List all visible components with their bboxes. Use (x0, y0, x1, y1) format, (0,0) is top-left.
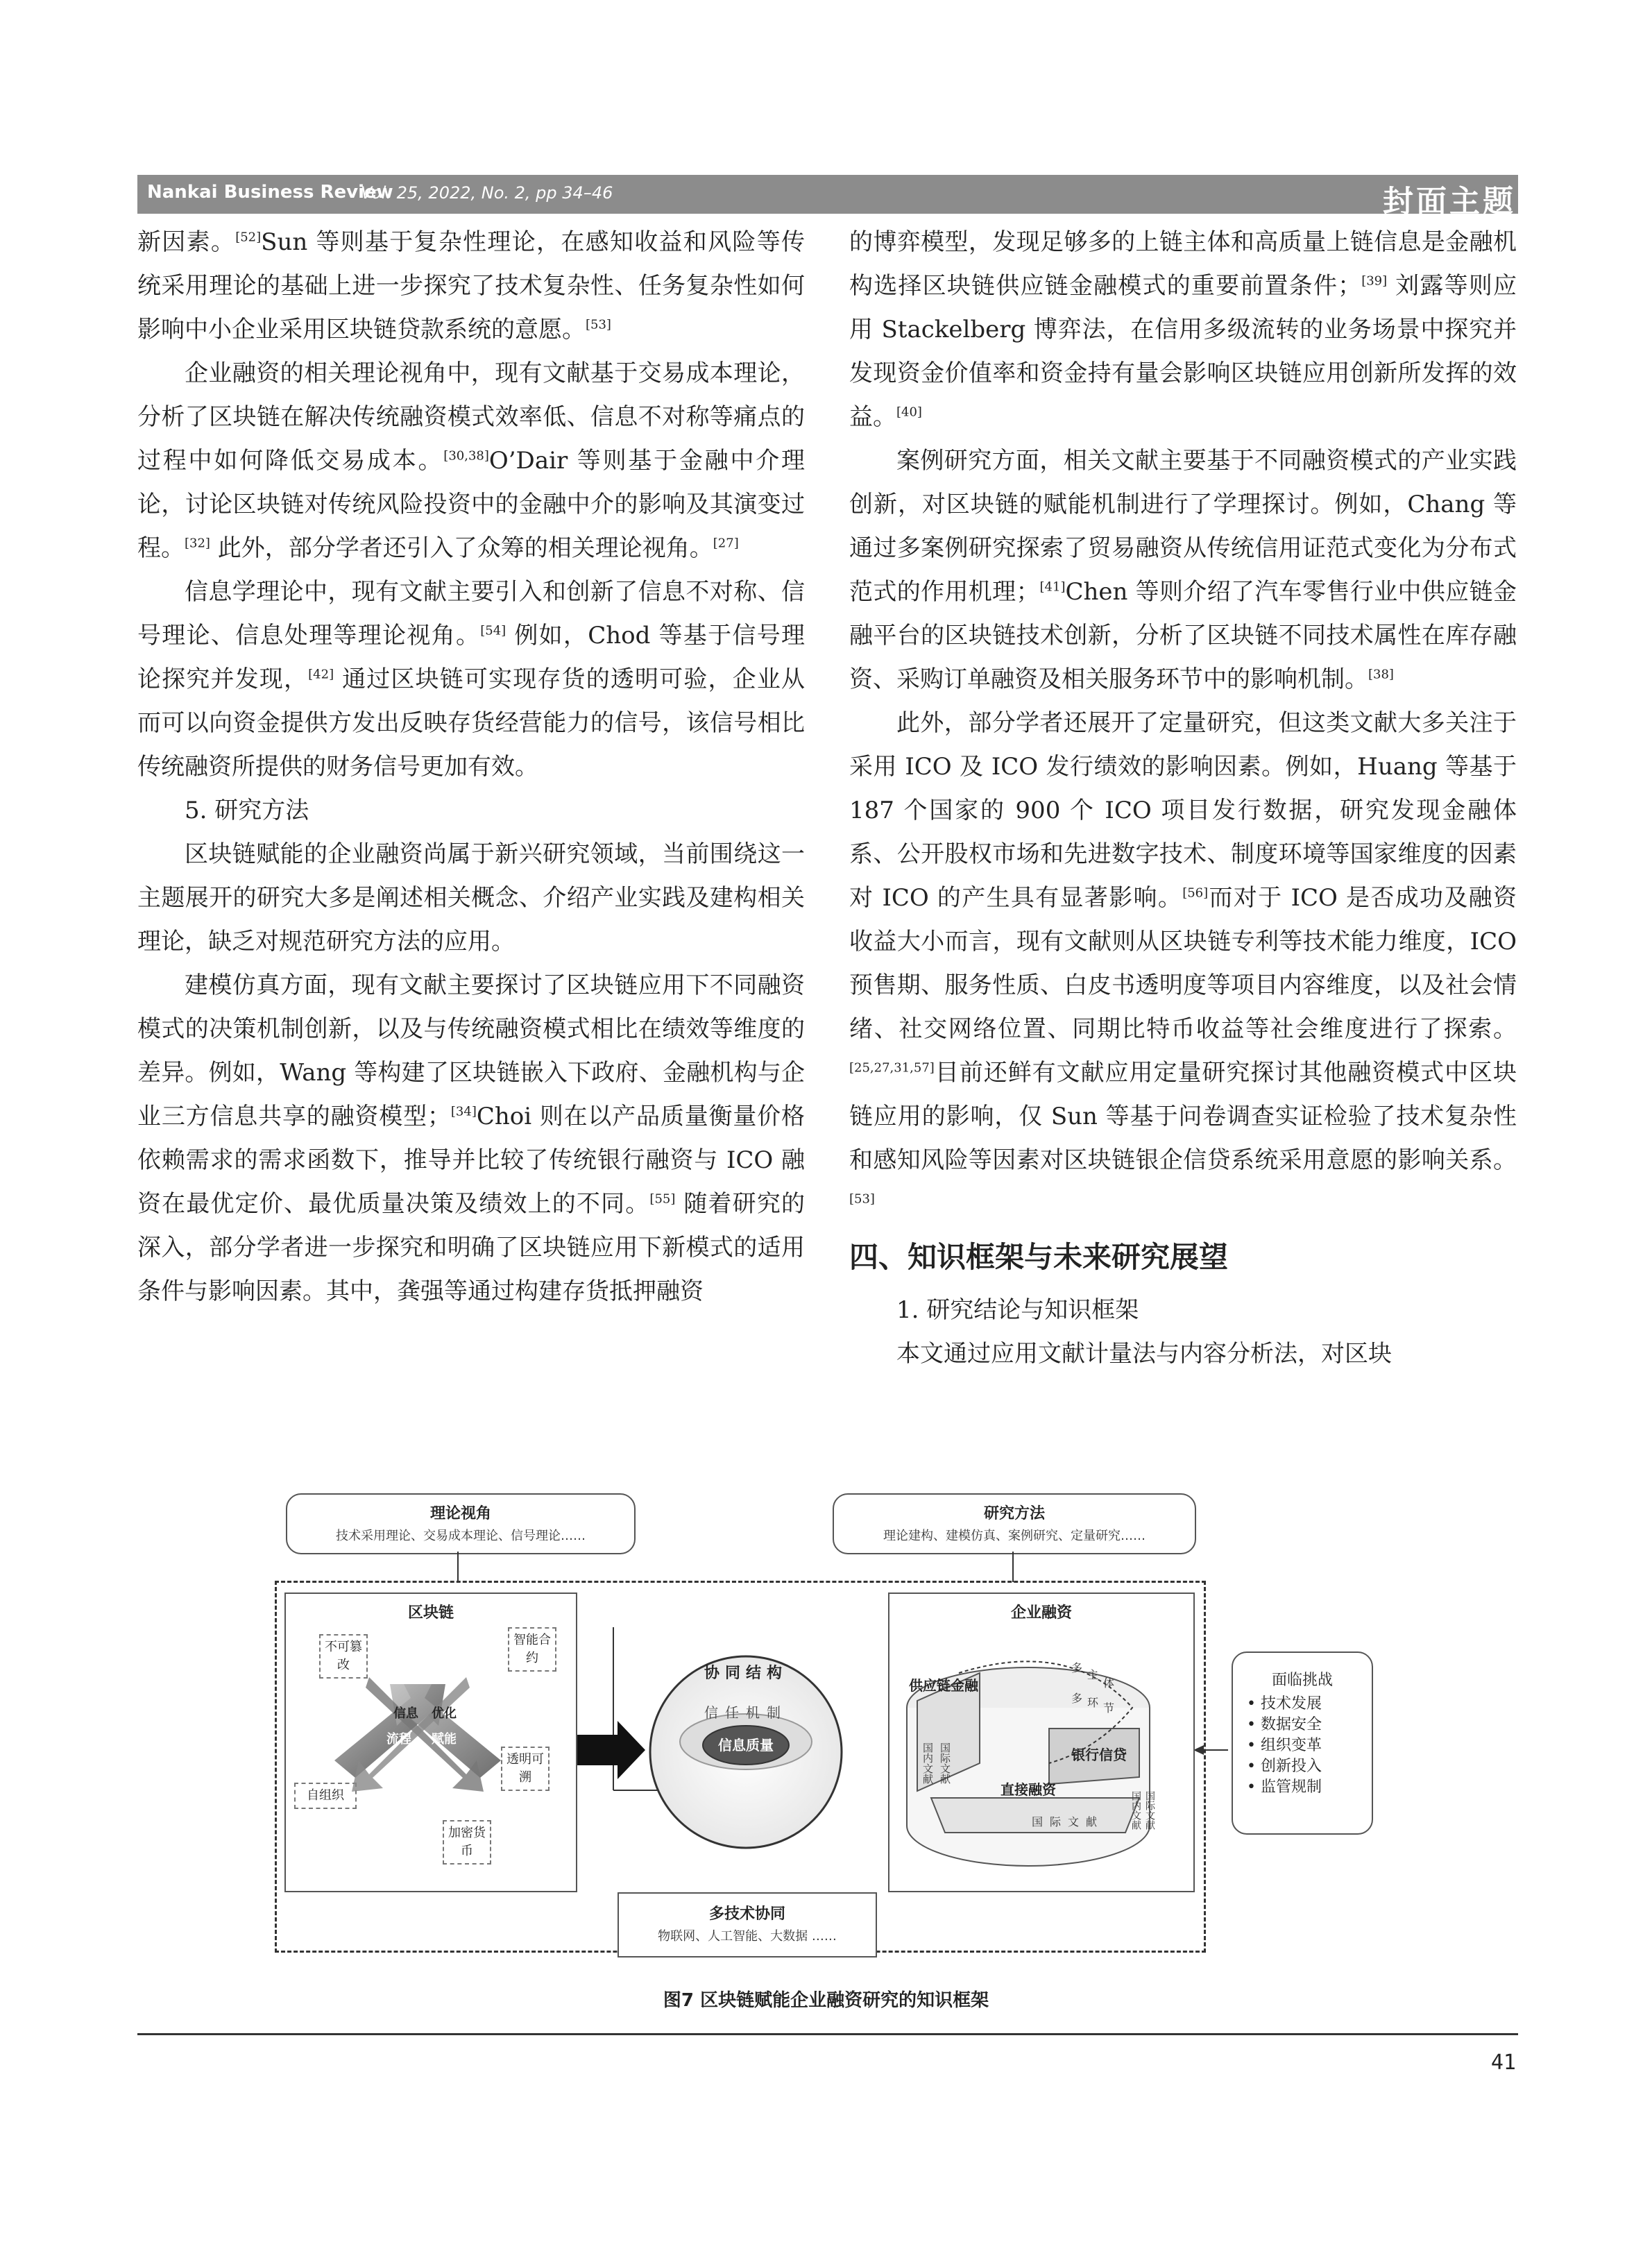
citation[interactable]: [54] (480, 623, 506, 638)
financing-cylinder-icon (889, 1624, 1193, 1888)
paragraph: 企业融资的相关理论视角中，现有文献基于交易成本理论，分析了区块链在解决传统融资模式效率低、信息不对称等痛点的过程中如何降低交易成本。[30,38]O’Dair 等则基于金融中介理论，讨论区块链对传统风险投资中的金融中介的影响及其演变过程。[32] 此外，部分学者还引入了众筹的相关理论视角。[27] (137, 359, 805, 562)
citation[interactable]: [34] (450, 1104, 477, 1119)
paragraph: 新因素。[52]Sun 等则基于复杂性理论，在感知收益和风险等传统采用理论的基础上进一步探究了技术复杂性、任务复杂性如何影响中小企业采用区块链贷款系统的意愿。[53] (137, 228, 805, 343)
svg-text:赋能: 赋能 (432, 1732, 457, 1747)
research-method-box: 研究方法 理论建构、建模仿真、案例研究、定量研究…… (833, 1493, 1196, 1554)
citation[interactable]: [30,38] (443, 448, 489, 464)
svg-text:国内文献: 国内文献 (1130, 1791, 1141, 1830)
citation[interactable]: [53] (586, 317, 611, 332)
svg-text:主: 主 (1087, 1668, 1099, 1681)
tag-smart-contract: 智能合约 (508, 1627, 556, 1672)
svg-text:多: 多 (1071, 1692, 1083, 1705)
enterprise-financing-panel: 企业融资 供应链金融 银行信贷 直接融资 国际文献 国内文献 国际文献 国内文献 国际文献 多 主 体 多 环 节 (888, 1593, 1195, 1892)
svg-text:信任机制: 信任机制 (704, 1704, 787, 1721)
paragraph: 本文通过应用文献计量法与内容分析法，对区块 (896, 1340, 1392, 1368)
subsection-heading: 1. 研究结论与知识框架 (896, 1296, 1139, 1324)
citation[interactable]: [56] (1182, 885, 1209, 901)
citation[interactable]: [40] (896, 405, 922, 420)
svg-text:信息质量: 信息质量 (718, 1737, 774, 1753)
paragraph: 此外，部分学者还展开了定量研究，但这类文献大多关注于采用 ICO 及 ICO 发行绩效的影响因素。例如，Huang 等基于 187 个国家的 900 个 ICO 项目发行数据，研究发现金融体系、公开股权市场和先进数字技术、制度环境等国家维度的因素对 ICO 的产生具有显著影响。[56]而对于 ICO 是否成功及融资收益大小而言，现有文献则从区块链专利等技术能力维度，ICO 预售期、服务性质、白皮书透明度等项目内容维度，以及社会情绪、社交网络位置、同期比特币收益等社会维度进行了探索。[25,27,31,57]目前还鲜有文献应用定量研究探讨其他融资模式中区块链应用的影响，仅 Sun 等基于问卷调查实证检验了技术复杂性和感知风险等因素对区块链银企信贷系统采用意愿的影响关系。[53] (849, 709, 1517, 1207)
paragraph: 信息学理论中，现有文献主要引入和创新了信息不对称、信号理论、信息处理等理论视角。[54] 例如，Chod 等基于信号理论探究并发现，[42] 通过区块链可实现存货的透明可验，企业从而可以向资金提供方发出反映存货经营能力的信号，该信号相比传统融资所提供的财务信号更加有效。 (137, 578, 805, 781)
tag-crypto-currency: 加密货币 (443, 1820, 491, 1865)
svg-text:多: 多 (1071, 1661, 1083, 1674)
empowerment-arrows-icon (327, 1656, 508, 1795)
citation[interactable]: [52] (235, 230, 262, 245)
paragraph: 案例研究方面，相关文献主要基于不同融资模式的产业实践创新，对区块链的赋能机制进行了学理探讨。例如，Chang 等通过多案例研究探索了贸易融资从传统信用证范式变化为分布式范式的作用机理；[41]Chen 等则介绍了汽车零售行业中供应链金融平台的区块链技术创新，分析了区块链不同技术属性在库存融资、采购订单融资及相关服务环节中的影响机制。[38] (849, 447, 1517, 693)
citation[interactable]: [32] (185, 536, 210, 551)
journal-name: Nankai Business Review (147, 182, 393, 203)
citation[interactable]: [38] (1368, 667, 1394, 682)
citation[interactable]: [55] (649, 1191, 676, 1207)
citation[interactable]: [41] (1039, 579, 1066, 595)
footer-rule (137, 2033, 1518, 2035)
svg-text:国际文献: 国际文献 (939, 1742, 951, 1784)
journal-volume: Vol. 25, 2022, No. 2, pp 34–46 (361, 183, 613, 203)
svg-text:国际文献: 国际文献 (1144, 1791, 1155, 1830)
list-item: • 技术发展 (1247, 1695, 1322, 1713)
svg-text:银行信贷: 银行信贷 (1071, 1747, 1127, 1763)
svg-text:环: 环 (1087, 1696, 1099, 1709)
left-column (137, 221, 805, 1314)
svg-text:信息: 信息 (393, 1706, 418, 1721)
citation[interactable]: [39] (1361, 273, 1388, 289)
svg-text:直接融资: 直接融资 (1000, 1781, 1056, 1798)
knowledge-framework-figure (271, 1478, 1388, 1964)
page-number: 41 (1490, 2050, 1516, 2075)
svg-text:优化: 优化 (432, 1706, 457, 1721)
theory-perspective-box: 理论视角 技术采用理论、交易成本理论、信号理论…… (286, 1493, 636, 1554)
section-title: 封面主题 (1383, 184, 1516, 219)
svg-text:体: 体 (1103, 1676, 1115, 1690)
citation[interactable]: [27] (713, 536, 739, 551)
list-item: • 创新投入 (1247, 1758, 1322, 1775)
tag-tamper-proof: 不可篡改 (319, 1634, 368, 1679)
paragraph: 的博弈模型，发现足够多的上链主体和高质量上链信息是金融机构选择区块链供应链金融模式的重要前置条件；[39] 刘露等则应用 Stackelberg 博弈法，在信用多级流转的业务场景中探究并发现资金价值率和资金持有量会影响区块链应用创新所发挥的效益。[40] (849, 228, 1517, 431)
paragraph: 区块链赋能的企业融资尚属于新兴研究领域，当前围绕这一主题展开的研究大多是阐述相关概念、介绍产业实践及建构相关理论，缺乏对规范研究方法的应用。 (137, 840, 805, 956)
right-column (849, 221, 1517, 1376)
citation[interactable]: [42] (308, 667, 334, 682)
svg-text:节: 节 (1103, 1701, 1115, 1715)
citation[interactable]: [25,27,31,57] (849, 1060, 935, 1076)
blockchain-panel: 区块链 不可篡改 智能合约 自组织 透明可溯 加密货币 信息 优化 流程 赋能 (284, 1593, 577, 1892)
subsection-heading: 5. 研究方法 (185, 797, 309, 824)
list-item: • 监管规制 (1247, 1778, 1322, 1796)
svg-text:国际文献: 国际文献 (1032, 1815, 1105, 1828)
list-item: • 数据安全 (1247, 1716, 1322, 1733)
citation[interactable]: [53] (849, 1191, 875, 1207)
tag-transparent-traceable: 透明可溯 (501, 1747, 550, 1791)
challenges-box: 面临挑战 • 技术发展 • 数据安全 • 组织变革 • 创新投入 • 监管规制 (1232, 1651, 1373, 1835)
collaboration-sphere-icon (645, 1651, 846, 1853)
list-item: • 组织变革 (1247, 1737, 1322, 1754)
paragraph: 建模仿真方面，现有文献主要探讨了区块链应用下不同融资模式的决策机制创新，以及与传统融资模式相比在绩效等维度的差异。例如，Wang 等构建了区块链嵌入下政府、金融机构与企业三方信息共享的融资模型；[34]Choi 则在以产品质量衡量价格依赖需求的需求函数下，推导并比较了传统银行融资与 ICO 融资在最优定价、最优质量决策及绩效上的不同。[55] 随着研究的深入，部分学者进一步探究和明确了区块链应用下新模式的适用条件与影响因素。其中，龚强等通过构建存货抵押融资 (137, 971, 805, 1305)
section-heading: 四、知识框架与未来研究展望 (849, 1240, 1229, 1274)
multi-tech-box: 多技术协同 物联网、人工智能、大数据 …… (618, 1892, 877, 1957)
tag-self-organizing: 自组织 (294, 1783, 357, 1809)
svg-text:流程: 流程 (386, 1732, 411, 1747)
figure-caption: 图7 区块链赋能企业融资研究的知识框架 (663, 1990, 989, 2011)
svg-text:协同结构: 协同结构 (704, 1664, 788, 1682)
svg-text:国内文献: 国内文献 (921, 1742, 934, 1784)
challenges-list (1247, 1694, 1372, 1798)
svg-text:供应链金融: 供应链金融 (909, 1677, 978, 1694)
